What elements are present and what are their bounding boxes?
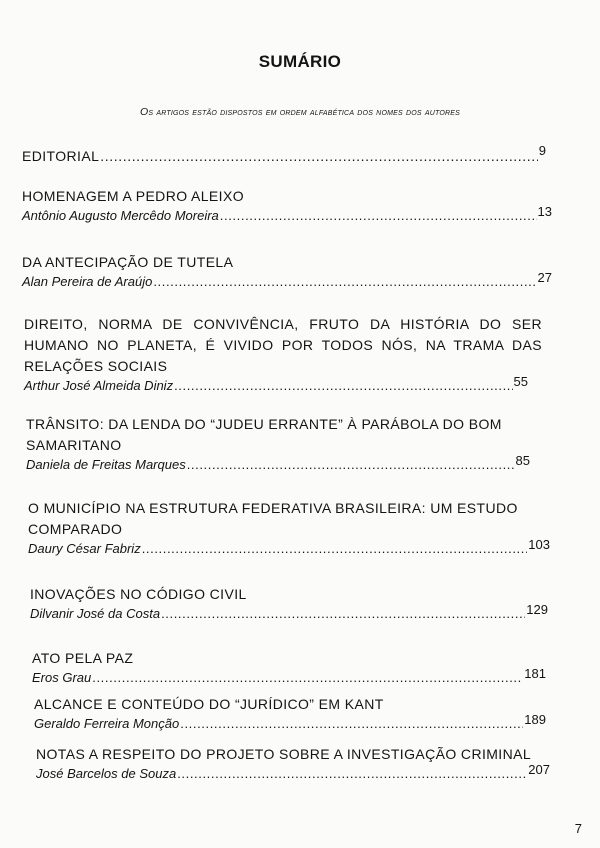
toc-author-line: [24, 374, 528, 395]
toc-page-number: 27: [537, 270, 552, 285]
toc-entry: [32, 648, 546, 687]
toc-author: José Barcelos de Souza: [36, 766, 177, 781]
dot-leader: [161, 605, 525, 623]
dot-leader: [177, 765, 527, 783]
toc-entry: [28, 498, 550, 558]
dot-leader: [142, 540, 528, 558]
dot-leader: [153, 273, 536, 291]
page-number: 7: [574, 821, 582, 836]
toc-author-line: [36, 762, 550, 783]
toc-author: Antônio Augusto Mercêdo Moreira: [22, 208, 219, 223]
dot-leader: [174, 377, 512, 395]
toc-author-line: [22, 270, 552, 291]
toc-author: Geraldo Ferreira Monção: [34, 716, 180, 731]
toc-author-line: [26, 453, 530, 474]
toc-page-number: 85: [515, 453, 530, 468]
toc-entry-title: NOTAS A RESPEITO DO PROJETO SOBRE A INVESTIGAÇÃO CRIMINAL: [36, 746, 532, 762]
toc-page-number: 189: [524, 712, 546, 727]
toc-author: Eros Grau: [32, 670, 92, 685]
toc-entry-editorial: [22, 143, 546, 164]
toc-author-line: [30, 602, 548, 623]
toc-page-number: 207: [528, 762, 550, 777]
toc-page-number: 129: [526, 602, 548, 617]
toc-page-number: 55: [513, 374, 528, 389]
toc-author: Daury César Fabriz: [28, 541, 141, 556]
toc-entry: [36, 744, 550, 783]
toc-page-number: 9: [538, 143, 546, 158]
toc-author: Arthur José Almeida Diniz: [24, 378, 174, 393]
toc-page-number: 181: [524, 666, 546, 681]
page-title: SUMÁRIO: [258, 52, 342, 71]
toc-author: Alan Pereira de Araújo: [22, 274, 153, 289]
toc-entry: [30, 584, 548, 623]
toc-author-line: [34, 712, 546, 733]
toc-author-line: [28, 537, 550, 558]
toc-entry: [34, 694, 546, 733]
toc-page-number: 13: [537, 204, 552, 219]
toc-author-line: [22, 204, 552, 225]
toc-entry-title: TRÂNSITO: DA LENDA DO “JUDEU ERRANTE” À PARÁBOLA DO BOM SAMARITANO: [26, 416, 502, 453]
toc-entry-title: ALCANCE E CONTEÚDO DO “JURÍDICO” EM KANT: [34, 696, 384, 712]
toc-page-number: 103: [528, 537, 550, 552]
toc-entry-title: ATO PELA PAZ: [32, 650, 134, 666]
toc-entry-title: DA ANTECIPAÇÃO DE TUTELA: [22, 254, 234, 270]
toc-entry-title: EDITORIAL: [22, 148, 100, 164]
dot-leader: [92, 669, 523, 687]
toc-entry: [22, 186, 552, 225]
dot-leader: [100, 148, 538, 164]
toc-author: Dilvanir José da Costa: [30, 606, 161, 621]
toc-author: Daniela de Freitas Marques: [26, 457, 186, 472]
toc-author-line: [32, 666, 546, 687]
dot-leader: [180, 715, 523, 733]
toc-entry-title: DIREITO, NORMA DE CONVIVÊNCIA, FRUTO DA HISTÓRIA DO SER HUMANO NO PLANETA, É VIVIDO POR TODOS NÓS, NA TRAMA DAS RELAÇÕES SOCIAIS: [24, 316, 542, 374]
page-subtitle: Os artigos estão dispostos em ordem alfabética dos nomes dos autores: [140, 106, 460, 118]
toc-entry: [26, 414, 546, 474]
dot-leader: [220, 207, 537, 225]
toc-entry-title: O MUNICÍPIO NA ESTRUTURA FEDERATIVA BRASILEIRA: UM ESTUDO COMPARADO: [28, 500, 518, 537]
toc-entry: [22, 252, 552, 291]
toc-entry-title: HOMENAGEM A PEDRO ALEIXO: [22, 188, 244, 204]
dot-leader: [187, 456, 515, 474]
toc-entry-title: INOVAÇÕES NO CÓDIGO CIVIL: [30, 586, 247, 602]
toc-entry: [24, 314, 542, 395]
